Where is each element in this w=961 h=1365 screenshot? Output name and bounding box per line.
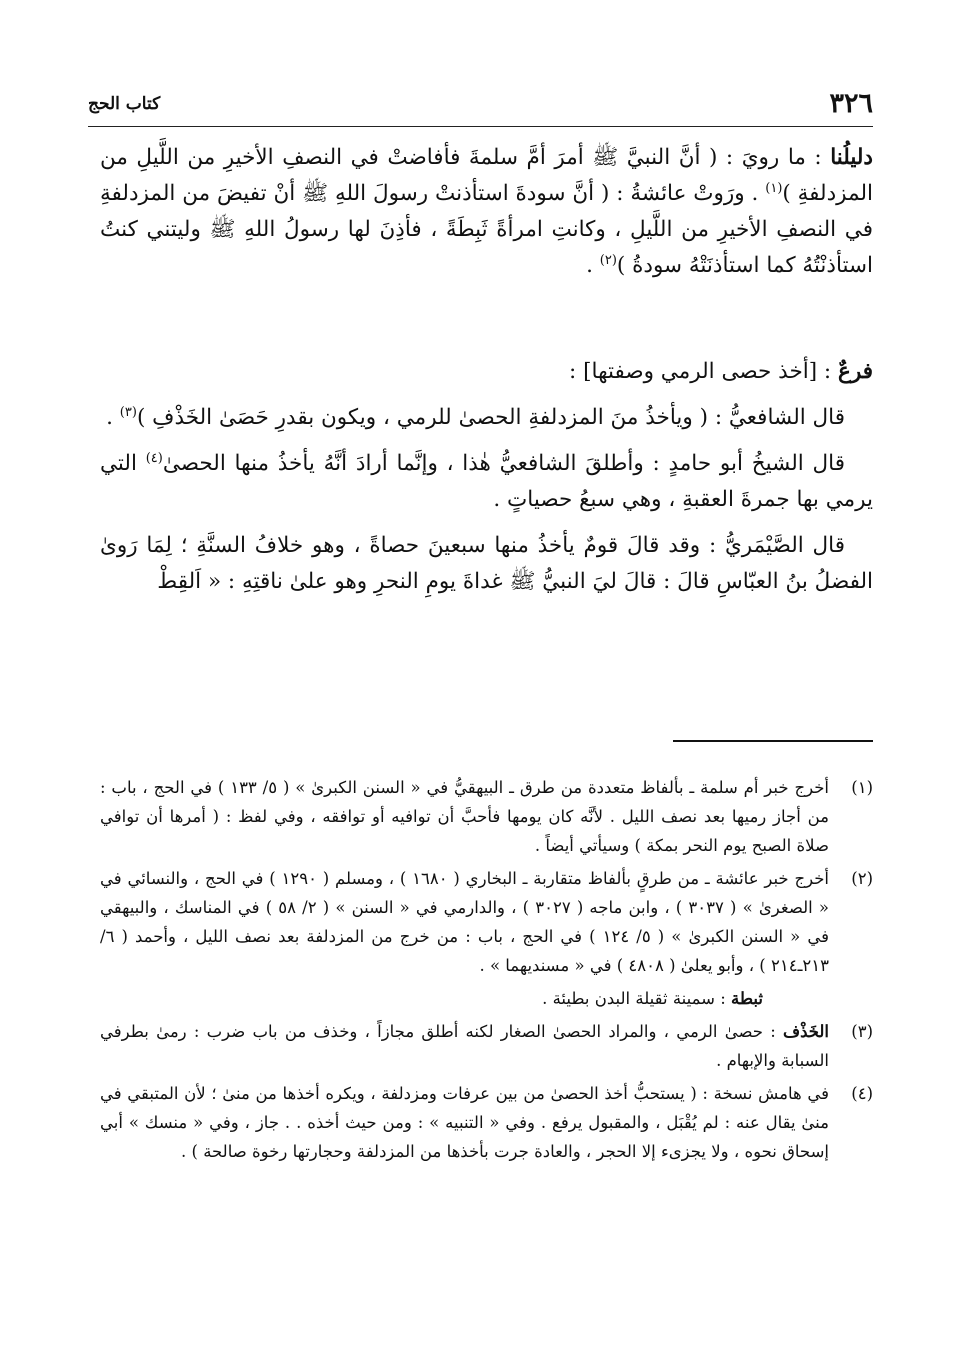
section-lead: فرعٌ bbox=[838, 359, 873, 384]
paragraph-text: . bbox=[106, 405, 120, 430]
footnote-item bbox=[100, 773, 873, 860]
footnote-number: (١) bbox=[851, 778, 873, 797]
paragraph-evidence bbox=[100, 140, 873, 284]
paragraph-text: . bbox=[586, 253, 600, 278]
footnote-separator bbox=[673, 740, 873, 742]
paragraph-shafii bbox=[100, 400, 873, 436]
paragraph-text: قال الشافعيُّ : ( ويأخذُ منَ المزدلفةِ الحصىٰ للرمي ، ويكون بقدرِ حَصَىٰ الخَذْفِ ) bbox=[136, 405, 845, 430]
section-heading bbox=[100, 354, 873, 390]
footnote-ref: (١) bbox=[765, 180, 783, 196]
footnote-ref: (٢) bbox=[599, 252, 617, 268]
running-title: كتاب الحج bbox=[88, 94, 161, 114]
footnote-item bbox=[100, 864, 873, 980]
footnote-ref: (٣) bbox=[119, 404, 137, 420]
footnote-gloss bbox=[100, 984, 873, 1013]
footnote-item bbox=[100, 1079, 873, 1166]
footnote-number: (٤) bbox=[851, 1084, 873, 1103]
footnote-number: (٢) bbox=[851, 869, 873, 888]
footnote-text: أخرج خبر عائشة ـ من طرقٍ بألفاظ متقاربة ـ البخاري ( ١٦٨٠ ) ، ومسلم ( ١٢٩٠ ) في الحج ، والنسائي في « الصغرىٰ » ( ٣٠٣٧ ) ، وابن ماجه ( ٣٠٢٧ ) ، والدارمي في « السنن » ( ٢/ ٥٨ ) في المناسك ، والبيهقي في « السنن الكبرىٰ » ( ٥/ ١٢٤ ) في الحج ، باب : من خرج من المزدلفة بعد نصف الليل ، وأحمد ( ٦/ ٢١٣ـ٢١٤ ) ، وأبو يعلىٰ ( ٤٨٠٨ ) في « مسنديهما » . bbox=[100, 869, 829, 975]
paragraph-text: التي يرمي بها جمرةَ العقبةِ ، وهي سبعُ حصياتٍ . bbox=[100, 451, 873, 512]
footnote-number: (٣) bbox=[851, 1022, 873, 1041]
paragraph-text: . ورَوتْ عائشةُ : ( أنَّ سودةَ استأذنتْ رسولَ اللهِ ﷺ أنْ تفيضَ من المزدلفةِ في النصفِ الأخيرِ من اللَّيلِ ، وكانتِ امرأةً ثَبِطَةً ، فأذِنَ لها رسولُ اللهِ ﷺ وليتني كنتُ استأذنْتُهُ كما استأذنَتْهُ سودةُ ) bbox=[100, 181, 873, 278]
footnote-ref: (٤) bbox=[145, 450, 163, 466]
gloss-text: : سمينة ثقيلة البدن بطيئة . bbox=[542, 989, 732, 1008]
gloss-term: ثبطة bbox=[731, 989, 763, 1008]
paragraph-saymari bbox=[100, 528, 873, 600]
paragraph-text: قال الشيخُ أبو حامدٍ : وأطلقَ الشافعيُّ هٰذا ، وإنَّما أرادَ أنَّهُ يأخذُ منها الحصىٰ bbox=[162, 451, 845, 476]
paragraph-text: : ما رويَ : ( أنَّ النبيَّ ﷺ أمرَ أمَّ سلمةَ فأفاضتْ في النصفِ الأخيرِ من اللَّيلِ من المزدلفةِ ) bbox=[100, 145, 873, 206]
paragraph-abu-hamid bbox=[100, 446, 873, 518]
section-title: : [أخذ حصى الرمي وصفتها] : bbox=[569, 359, 839, 384]
paragraph-lead: دليلُنا bbox=[830, 145, 873, 170]
spacer bbox=[100, 294, 873, 354]
gloss-term: الخَذْف bbox=[782, 1022, 829, 1041]
page-header bbox=[88, 86, 873, 127]
footnote-item bbox=[100, 1017, 873, 1075]
paragraph-text: قال الصَّيْمَريُّ : وقد قالَ قومٌ يأخذُ منها سبعينَ حصاةً ، وهو خلافُ السنَّةِ ؛ لِمَا رَوىٰ الفضلُ بنُ العبّاسِ قالَ : قالَ ليَ النبيُّ ﷺ غداةَ يومِ النحرِ وهو علىٰ ناقتِهِ : « اَلقِطْ bbox=[100, 533, 873, 594]
footnote-text: في هامش نسخة : ( يستحبُّ أخذ الحصىٰ من بين عرفات ومزدلفة ، ويكره أخذها من منىٰ ؛ لأن المتبقي في منىٰ يقال عنه : لم يُقْبَل ، والمقبول يرفع . وفي « التنبيه » : ومن حيث أخذه . . جاز ، وفي « منسك » أبي إسحاق نحوه ، ولا يجزىء إلا الحجر ، والعادة جرت بأخذها من المزدلفة وحجارتها رخوة صالحة ) . bbox=[100, 1084, 829, 1161]
gloss-text: : حصىٰ الرمي ، والمراد الحصىٰ الصغار لكنه أطلق مجازاً ، وخذف من باب ضرب : رمىٰ بطرفي السبابة والإبهام . bbox=[100, 1022, 829, 1070]
footnote-text: أخرج خبر أم سلمة ـ بألفاظ متعددة من طرق ـ البيهقيُّ في « السنن الكبرىٰ » ( ٥/ ١٣٣ ) في الحج ، باب : من أجاز رميها بعد نصف الليل . لأنَّه كان يومها فأحبَّ أن توافيه أو توافقه ، وفي لفظ : ( أمرها أن توافي صلاة الصبح يوم النحر بمكة ) وسيأتي أيضاً . bbox=[100, 778, 829, 855]
footnote-text bbox=[100, 1017, 829, 1075]
footnotes bbox=[100, 773, 873, 1170]
main-text bbox=[100, 140, 873, 610]
page-number: ٣٢٦ bbox=[829, 88, 873, 119]
